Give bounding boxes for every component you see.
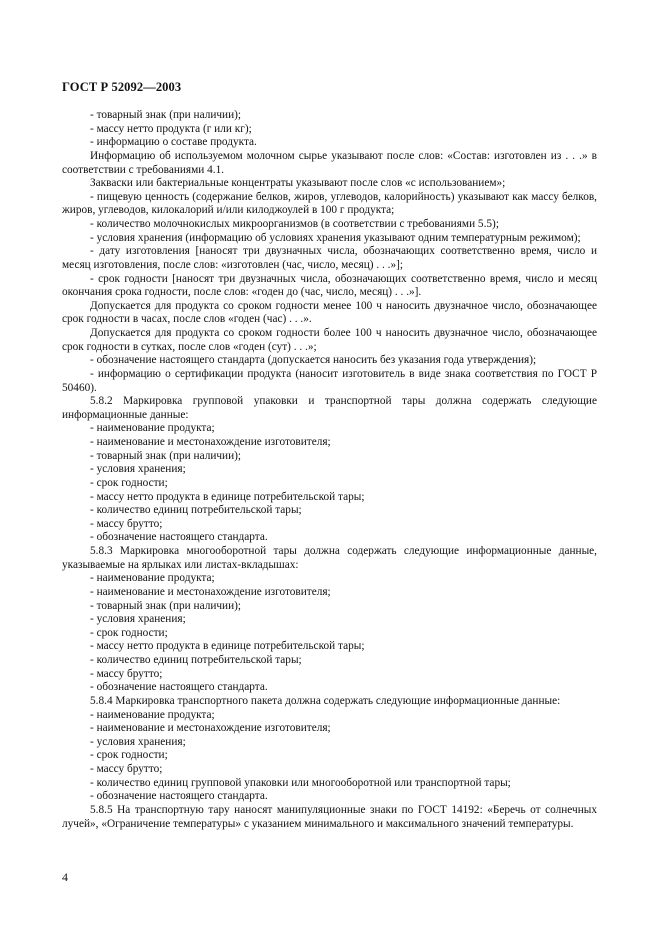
- list-item: - количество единиц потребительской тары;: [90, 654, 302, 666]
- list-item: - массу нетто продукта в единице потребительской тары;: [90, 640, 365, 653]
- list-item: - условия хранения (информацию об условиях хранения указывают одним температурным режимом);: [90, 231, 581, 244]
- list-item: - массу брутто;: [90, 763, 163, 775]
- list-item: - количество молочнокислых микроорганизмов (в соответствии с требованиями 5.5);: [90, 218, 499, 230]
- paragraph: Допускается для продукта со сроком годности более 100 ч наносить двузначное число, обозначающее срок годности в сутках, после слов «годен (сут) . . .»;: [62, 327, 597, 353]
- list-item: - обозначение настоящего стандарта.: [90, 531, 268, 544]
- list-item: - наименование продукта;: [90, 572, 215, 585]
- list-item: - условия хранения;: [90, 463, 186, 476]
- list-item: - обозначение настоящего стандарта.: [90, 681, 268, 694]
- paragraph: Закваски или бактериальные концентраты указывают после слов «с использованием»;: [90, 177, 506, 190]
- list-item: - срок годности;: [90, 476, 168, 489]
- document-header: ГОСТ Р 52092—2003: [62, 80, 182, 94]
- list-item: - срок годности [наносят три двузначных числа, обозначающих соответственно время, число и месяц окончания срока годности, после слов: «годен до (час, число, месяц) . . .»].: [62, 272, 597, 299]
- list-item: - срок годности;: [90, 626, 168, 639]
- list-item: - товарный знак (при наличии);: [90, 599, 242, 612]
- list-item: - обозначение настоящего стандарта.: [90, 790, 268, 803]
- list-item: - товарный знак (при наличии);: [90, 449, 242, 462]
- list-item: - наименование и местонахождение изготовителя;: [90, 722, 331, 735]
- paragraph: Допускается для продукта со сроком годности менее 100 ч наносить двузначное число, обозначающее срок годности в часах, после слов «годен (час) . . .».: [62, 299, 597, 326]
- document-body: [62, 109, 597, 831]
- list-item: - обозначение настоящего стандарта (допускается наносить без указания года утверждения);: [90, 354, 537, 367]
- list-item: - условия хранения;: [90, 613, 186, 626]
- list-item: - информацию о составе продукта.: [90, 136, 257, 149]
- section-paragraph: 5.8.2 Маркировка групповой упаковки и транспортной тары должна содержать следующие информационные данные:: [62, 395, 597, 421]
- list-item: - товарный знак (при наличии);: [90, 109, 242, 121]
- list-item: - количество единиц потребительской тары;: [90, 504, 302, 517]
- list-item: - наименование продукта;: [90, 422, 215, 435]
- list-item: - массу нетто продукта в единице потребительской тары;: [90, 490, 365, 503]
- list-item: - массу брутто;: [90, 667, 163, 680]
- page-number: 4: [62, 870, 68, 884]
- list-item: - пищевую ценность (содержание белков, жиров, углеводов, калорийность) указывают как массу белков, жиров, углеводов, килокалорий и/или килоджоулей в 100 г продукта;: [62, 190, 597, 217]
- list-item: - условия хранения;: [90, 735, 186, 748]
- list-item: - наименование и местонахождение изготовителя;: [90, 436, 331, 448]
- list-item: - информацию о сертификации продукта (наносит изготовитель в виде знака соответствия по ГОСТ Р 50460).: [62, 367, 597, 394]
- list-item: - срок годности;: [90, 749, 168, 762]
- list-item: - наименование и местонахождение изготовителя;: [90, 585, 331, 598]
- list-item: - массу нетто продукта (г или кг);: [90, 122, 252, 135]
- section-paragraph: 5.8.4 Маркировка транспортного пакета должна содержать следующие информационные данные:: [90, 694, 561, 707]
- list-item: - дату изготовления [наносят три двузначных числа, обозначающих соответственно время, число и месяц изготовления, после слов: «изготовлен (час, число, месяц) . . .»];: [62, 245, 597, 271]
- list-item: - массу брутто;: [90, 517, 163, 530]
- paragraph: Информацию об используемом молочном сырье указывают после слов: «Состав: изготовлен из . . .» в соответствии с требованиями 4.1.: [62, 149, 597, 176]
- list-item: - количество единиц групповой упаковки или многооборотной или транспортной тары;: [90, 776, 511, 789]
- list-item: - наименование продукта;: [90, 708, 215, 721]
- section-paragraph: 5.8.3 Маркировка многооборотной тары должна содержать следующие информационные данные, указываемые на ярлыках или листах-вкладышах:: [62, 545, 597, 571]
- section-paragraph: 5.8.5 На транспортную тару наносят манипуляционные знаки по ГОСТ 14192: «Беречь от солнечных лучей», «Ограничение температуры» с указанием минимального и максимального значений температуры.: [62, 803, 597, 830]
